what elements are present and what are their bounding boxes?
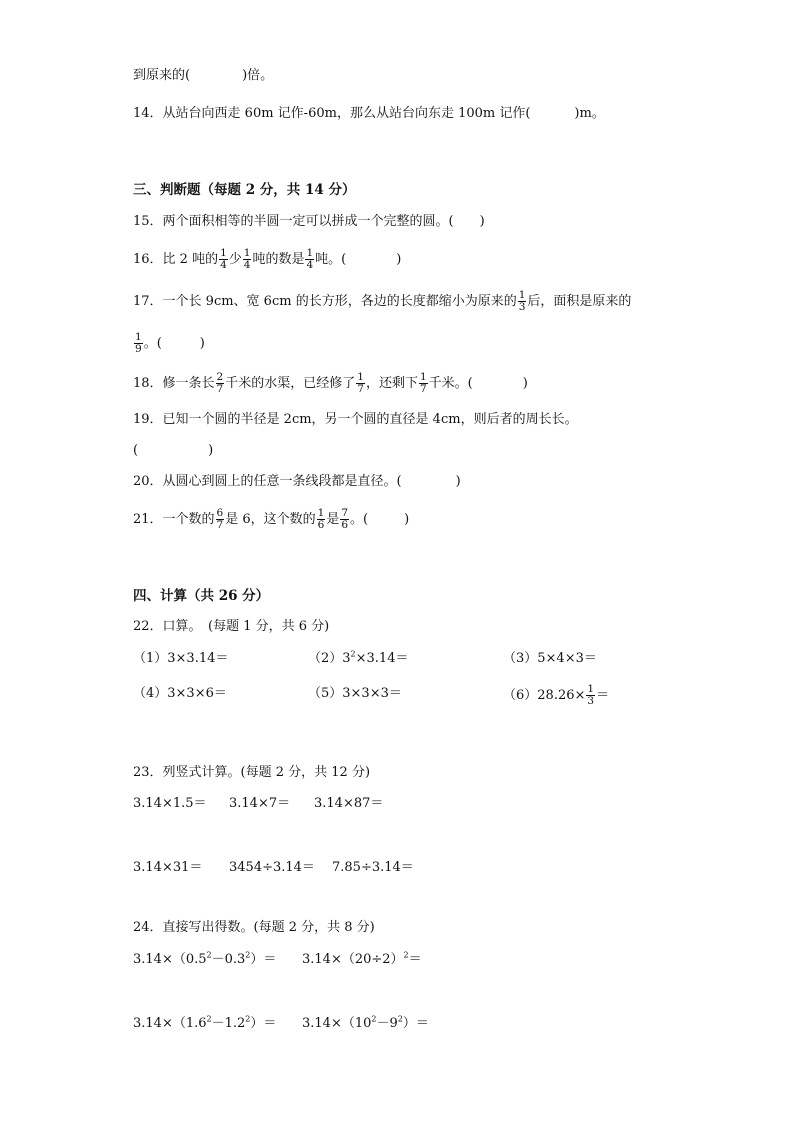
denominator: 7 xyxy=(216,383,224,395)
text: 吨的数是 xyxy=(252,252,305,267)
denominator: 4 xyxy=(220,259,227,271)
fraction xyxy=(243,248,252,271)
denominator: 7 xyxy=(419,383,427,395)
question-17 xyxy=(133,290,631,313)
question-15: 15．两个面积相等的半圆一定可以拼成一个完整的圆。( ) xyxy=(133,214,485,229)
fraction xyxy=(356,372,365,395)
text: ( xyxy=(133,443,139,458)
q22-item-4: （4）3×3×6＝ xyxy=(133,686,227,701)
q24-item-1 xyxy=(133,950,276,970)
exponent: 2 xyxy=(245,950,251,960)
question-23: 23．列竖式计算。(每题 2 分，共 12 分) xyxy=(133,765,371,780)
numerator: 7 xyxy=(341,507,349,519)
text: （6）28.26× xyxy=(503,688,586,703)
text: 3.14×（1.6 xyxy=(133,1016,207,1031)
exponent: 2 xyxy=(206,1014,212,1024)
fraction xyxy=(305,248,314,271)
text: ) xyxy=(208,443,214,458)
numerator: 2 xyxy=(216,371,224,383)
fraction xyxy=(419,372,428,395)
numerator: 1 xyxy=(135,331,142,343)
text: 到原来的( xyxy=(133,68,191,83)
text: )倍。 xyxy=(242,68,274,83)
text: 。( xyxy=(143,336,162,351)
text: 16．比 2 吨的 xyxy=(133,252,219,267)
q23-item-3: 3.14×87＝ xyxy=(314,796,384,811)
q23-item-4: 3.14×31＝ xyxy=(133,860,203,875)
q22-item-2 xyxy=(308,649,408,669)
question-20 xyxy=(133,472,461,492)
fraction xyxy=(586,684,595,707)
section-4-heading: 四、计算（共 26 分） xyxy=(133,588,270,604)
fraction xyxy=(134,332,143,355)
text: 14．从站台向西走 60m 记作-60m，那么从站台向东走 100m 记作( xyxy=(133,106,531,121)
question-18 xyxy=(133,372,528,395)
text: 。( xyxy=(350,512,369,527)
text: 吨。( xyxy=(315,252,347,267)
text: ) xyxy=(522,376,528,391)
text: ）＝ xyxy=(250,1016,277,1031)
text: 3.14×（0.5 xyxy=(133,952,207,967)
denominator: 6 xyxy=(341,519,349,531)
question-13-continuation xyxy=(133,66,273,86)
q22-item-3: （3）5×4×3＝ xyxy=(503,651,597,666)
text: ＝ xyxy=(596,688,610,703)
text: 是 xyxy=(326,512,340,527)
exponent: 2 xyxy=(206,950,212,960)
numerator: 1 xyxy=(518,289,526,301)
denominator: 7 xyxy=(216,519,224,531)
q23-item-5: 3454÷3.14＝ xyxy=(229,860,315,875)
question-24: 24．直接写出得数。(每题 2 分，共 8 分) xyxy=(133,920,375,935)
section-3-heading: 三、判断题（每题 2 分，共 14 分） xyxy=(133,182,356,198)
denominator: 7 xyxy=(357,383,364,395)
text: ) xyxy=(199,336,205,351)
exponent: 2 xyxy=(403,950,409,960)
numerator: 1 xyxy=(243,247,251,259)
q23-item-6: 7.85÷3.14＝ xyxy=(332,860,414,875)
text: )m。 xyxy=(574,106,605,121)
numerator: 6 xyxy=(216,507,224,519)
q24-item-2 xyxy=(302,950,422,970)
fraction xyxy=(317,508,326,531)
numerator: 1 xyxy=(317,507,325,519)
q24-item-3 xyxy=(133,1014,276,1034)
exponent: 2 xyxy=(245,1014,251,1024)
numerator: 1 xyxy=(220,247,227,259)
question-16 xyxy=(133,248,401,271)
denominator: 9 xyxy=(135,343,142,355)
text: （2）3 xyxy=(308,651,351,666)
numerator: 1 xyxy=(306,247,314,259)
text: ×3.14＝ xyxy=(355,651,409,666)
q22-item-1: （1）3×3.14＝ xyxy=(133,651,229,666)
q23-item-2: 3.14×7＝ xyxy=(229,796,291,811)
text: ＝ xyxy=(408,952,422,967)
text: －9 xyxy=(376,1016,398,1031)
denominator: 4 xyxy=(243,259,251,271)
question-14 xyxy=(133,104,605,124)
text: 18．修一条长 xyxy=(133,376,215,391)
fraction xyxy=(340,508,349,531)
text: ）＝ xyxy=(402,1016,429,1031)
fraction xyxy=(216,372,225,395)
text: 后，面积是原来的 xyxy=(527,294,632,309)
text: 3.14×（20÷2） xyxy=(302,952,404,967)
exponent: 2 xyxy=(397,1014,403,1024)
fraction xyxy=(518,290,527,313)
question-19: 19．已知一个圆的半径是 2cm，另一个圆的直径是 4cm，则后者的周长长。 xyxy=(133,412,578,427)
q23-item-1: 3.14×1.5＝ xyxy=(133,796,207,811)
exponent: 2 xyxy=(371,1014,377,1024)
denominator: 4 xyxy=(306,259,314,271)
text: ）＝ xyxy=(250,952,277,967)
numerator: 1 xyxy=(419,371,427,383)
text: 千米。( xyxy=(428,376,473,391)
text: 3.14×（10 xyxy=(302,1016,372,1031)
text: ，还剩下 xyxy=(365,376,418,391)
q22-item-5: （5）3×3×3＝ xyxy=(308,686,402,701)
exponent: 2 xyxy=(350,649,356,659)
denominator: 3 xyxy=(587,695,595,707)
text: ) xyxy=(396,252,402,267)
q24-item-4 xyxy=(302,1014,429,1034)
text: ) xyxy=(455,474,461,489)
question-22: 22．口算。 (每题 1 分，共 6 分) xyxy=(133,619,330,634)
text: 17．一个长 9cm、宽 6cm 的长方形，各边的长度都缩小为原来的 xyxy=(133,294,517,309)
text: 20．从圆心到圆上的任意一条线段都是直径。( xyxy=(133,474,402,489)
numerator: 1 xyxy=(357,371,364,383)
denominator: 6 xyxy=(317,519,325,531)
q22-item-6 xyxy=(503,684,609,707)
text: 少 xyxy=(228,252,242,267)
text: 千米的水渠，已经修了 xyxy=(225,376,356,391)
text: 是 6，这个数的 xyxy=(225,512,316,527)
text: －1.2 xyxy=(211,1016,246,1031)
denominator: 3 xyxy=(518,301,526,313)
question-17-continuation xyxy=(133,332,205,355)
text: ) xyxy=(404,512,410,527)
text: －0.3 xyxy=(211,952,246,967)
text: 21．一个数的 xyxy=(133,512,215,527)
question-19-continuation xyxy=(133,441,213,461)
fraction xyxy=(216,508,225,531)
numerator: 1 xyxy=(587,683,595,695)
fraction xyxy=(219,248,228,271)
question-21 xyxy=(133,508,409,531)
